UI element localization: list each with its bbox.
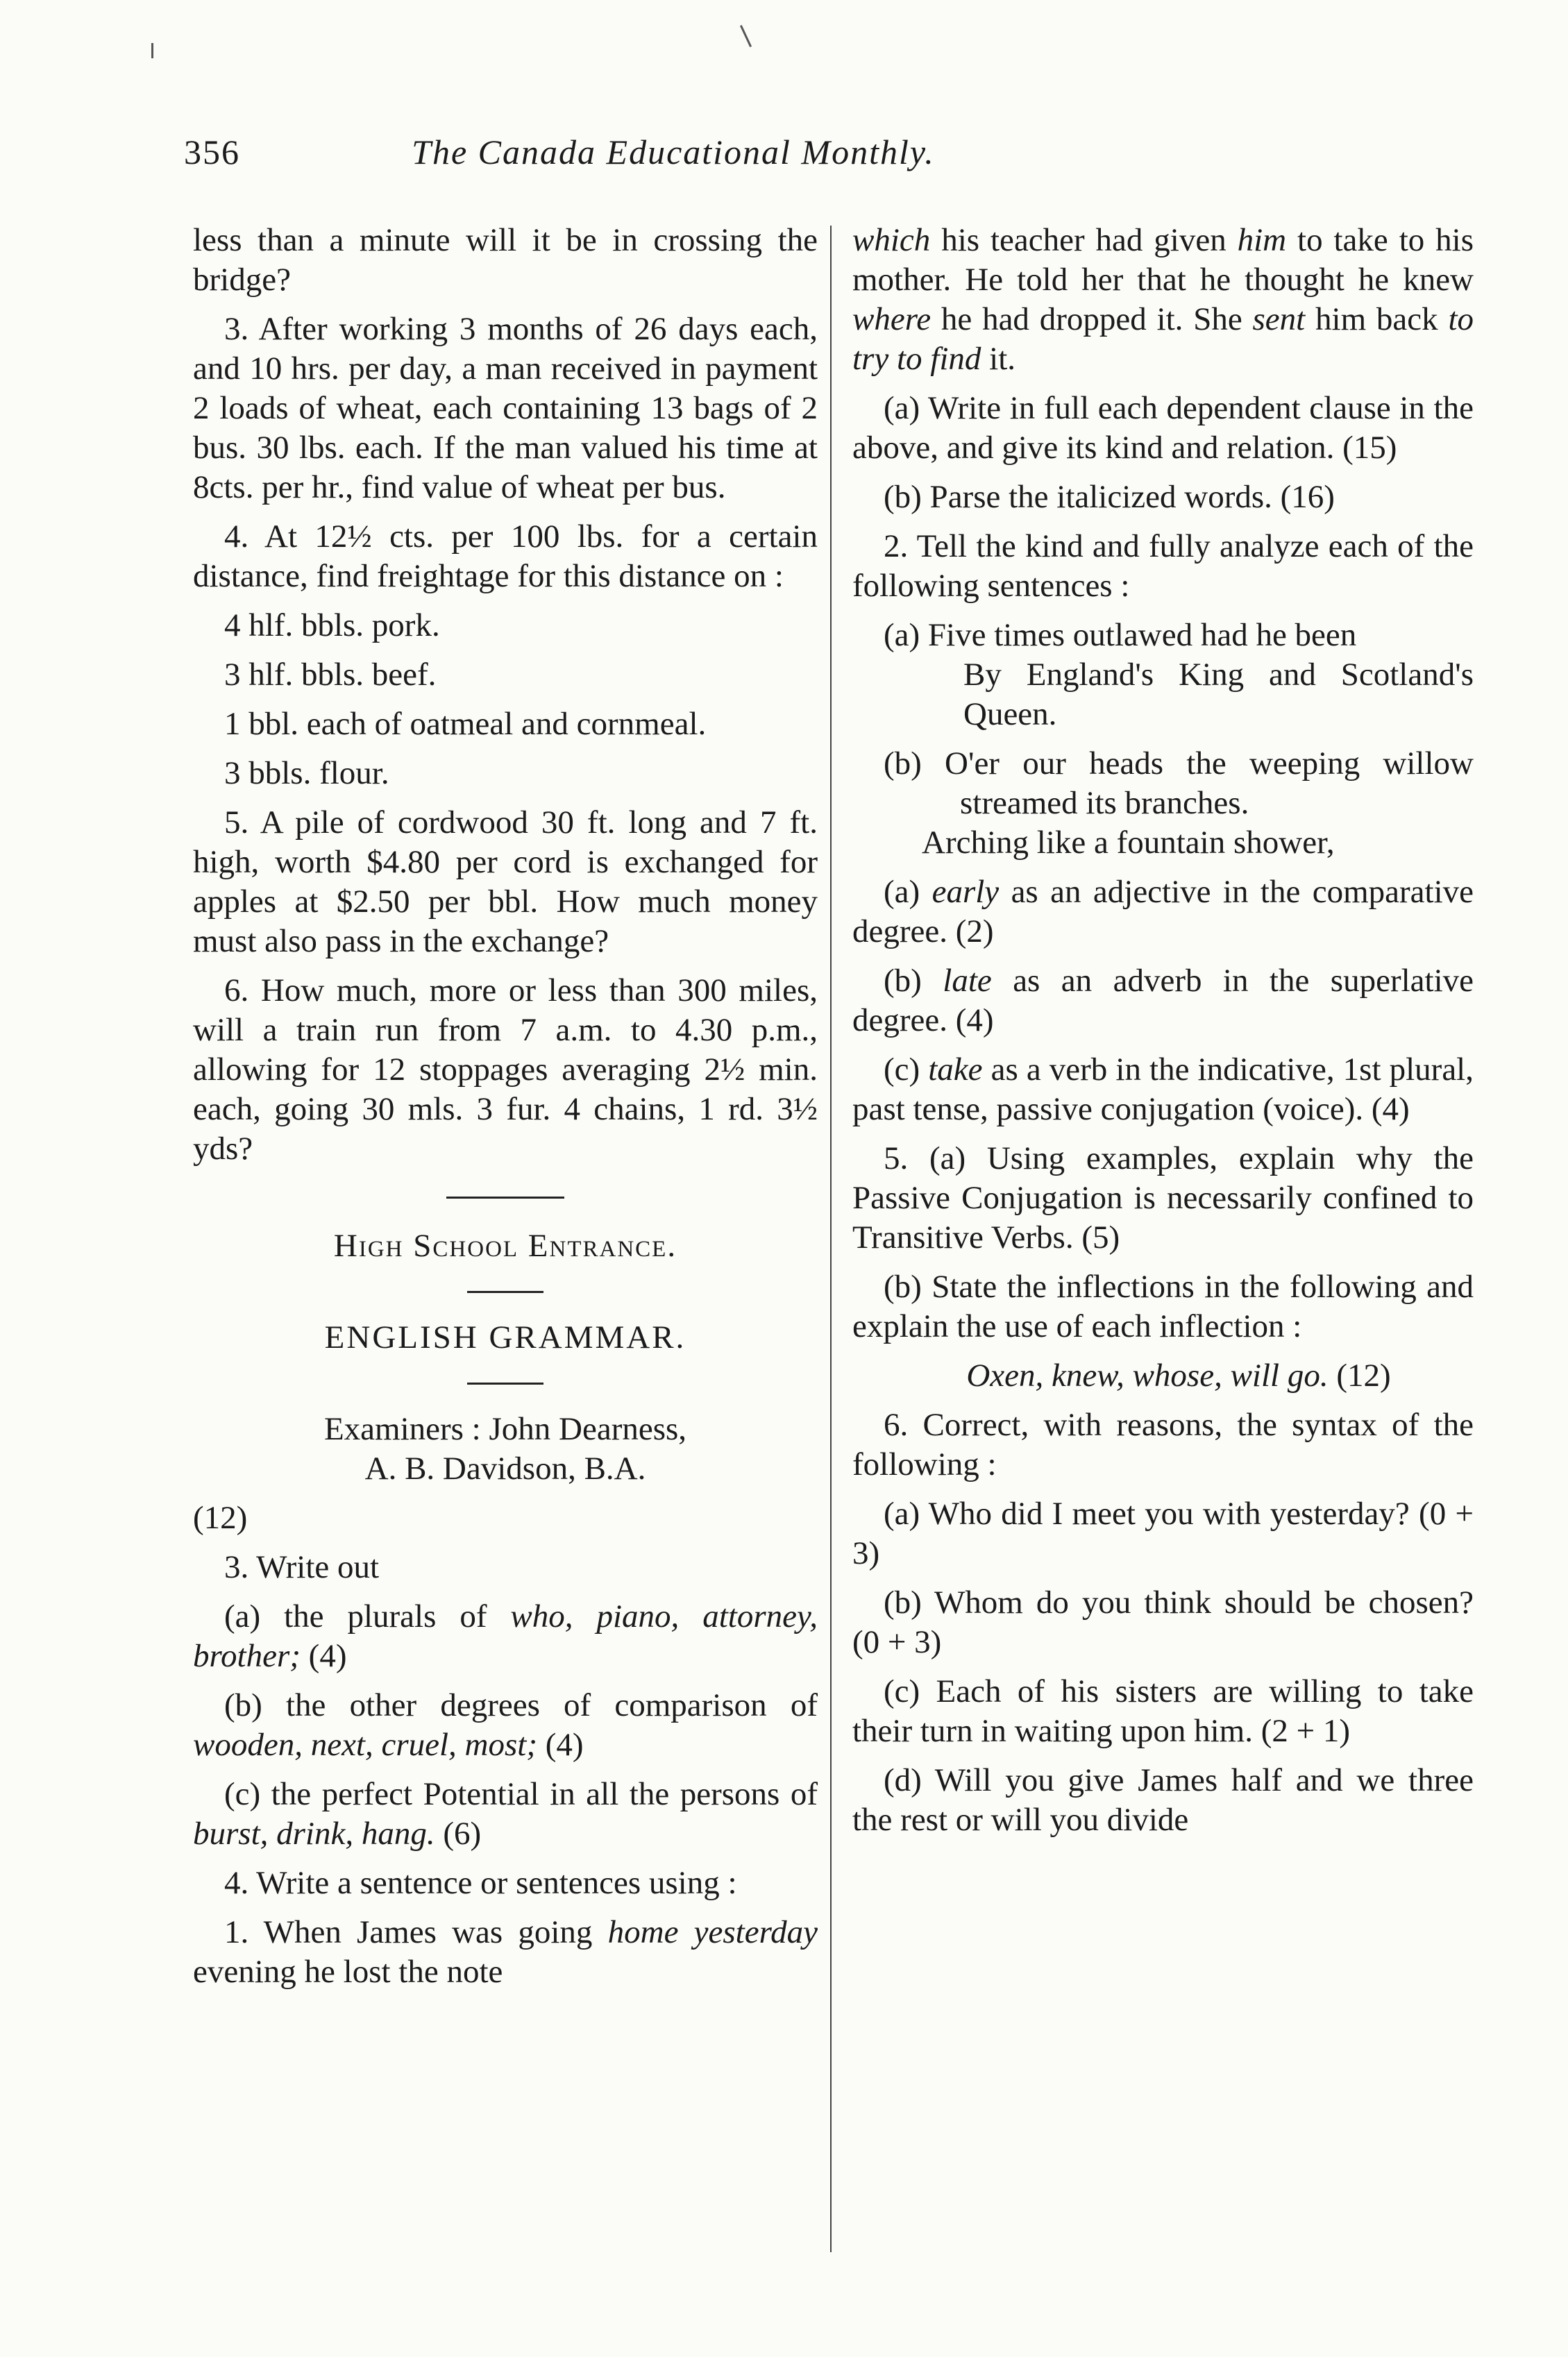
text: evening he lost the note bbox=[193, 1954, 503, 1990]
section-heading: High School Entrance. bbox=[333, 1228, 677, 1264]
question-paragraph bbox=[852, 1050, 1474, 1129]
section-rule bbox=[467, 1291, 543, 1293]
question-paragraph bbox=[193, 1775, 818, 1854]
verse-line: Arching like a fountain shower, bbox=[922, 825, 1335, 861]
subject-heading: ENGLISH GRAMMAR. bbox=[324, 1319, 686, 1355]
text: his teacher had given bbox=[930, 222, 1238, 258]
text: it. bbox=[981, 341, 1016, 377]
text: (c) bbox=[884, 1051, 929, 1088]
verse-line: (b) O'er our heads the weeping willow streamed its branches. bbox=[884, 745, 1474, 821]
text: (a) bbox=[884, 874, 932, 910]
marks: (12) bbox=[1328, 1358, 1391, 1394]
italic-words: home yesterday bbox=[607, 1914, 818, 1950]
marks: (4) bbox=[300, 1638, 347, 1674]
italic-word: where bbox=[852, 301, 931, 337]
italic-words: Oxen, knew, whose, will go. bbox=[966, 1358, 1329, 1394]
marks: (4) bbox=[537, 1727, 584, 1763]
text: to take to his mother. He told her that he thought he knew bbox=[852, 222, 1474, 298]
text: (b) bbox=[884, 963, 943, 999]
italic-word: to try to find bbox=[852, 301, 1474, 377]
marks-label: (12) bbox=[193, 1500, 248, 1536]
text: (c) the perfect Potential in all the persons of bbox=[224, 1776, 818, 1812]
italic-words: burst, drink, hang. bbox=[193, 1816, 435, 1852]
question-paragraph: (b) Whom do you think should be chosen? (0 + 3) bbox=[852, 1585, 1474, 1660]
section-rule bbox=[446, 1197, 564, 1199]
question-paragraph: 4. Write a sentence or sentences using : bbox=[224, 1865, 737, 1901]
italic-word: which bbox=[852, 222, 931, 258]
question-paragraph: 6. How much, more or less than 300 miles, will a train run from 7 a.m. to 4.30 p.m., allowing for 12 stoppages averaging 2½ min. each, going 30 mls. 3 fur. 4 chains, 1 rd. 3½ yds? bbox=[193, 972, 818, 1167]
left-column bbox=[193, 221, 818, 1992]
scan-mark bbox=[740, 25, 752, 47]
marks: (6) bbox=[435, 1816, 482, 1852]
question-paragraph bbox=[193, 1686, 818, 1765]
question-paragraph bbox=[852, 961, 1474, 1040]
question-paragraph bbox=[852, 1356, 1474, 1396]
list-item: 3 hlf. bbls. beef. bbox=[224, 657, 437, 693]
text: 1. When James was going bbox=[224, 1914, 608, 1950]
italic-word: late bbox=[943, 963, 992, 999]
page-number: 356 bbox=[184, 133, 240, 171]
list-item: 4 hlf. bbls. pork. bbox=[224, 607, 440, 643]
list-item: 1 bbl. each of oatmeal and cornmeal. bbox=[224, 706, 707, 742]
examiners-line: Examiners : John Dearness, bbox=[323, 1411, 687, 1447]
list-item: 3 bbls. flour. bbox=[224, 755, 389, 791]
question-paragraph bbox=[852, 872, 1474, 952]
question-paragraph: 4. At 12½ cts. per 100 lbs. for a certain distance, find freightage for this distance on : bbox=[193, 518, 818, 594]
question-paragraph: 3. Write out bbox=[224, 1549, 380, 1585]
italic-word: take bbox=[928, 1051, 983, 1088]
verse-line: (a) Five times outlawed had he been bbox=[884, 617, 1357, 653]
scan-mark bbox=[151, 43, 153, 58]
question-paragraph: 2. Tell the kind and fully analyze each of the following sentences : bbox=[852, 528, 1474, 604]
text: (a) the plurals of bbox=[224, 1598, 511, 1634]
italic-word: him bbox=[1237, 222, 1287, 258]
text: as an adverb in the superlative degree. (4) bbox=[852, 963, 1474, 1038]
right-column bbox=[852, 221, 1474, 1840]
text: he had dropped it. She bbox=[931, 301, 1253, 337]
question-paragraph: (b) Parse the italicized words. (16) bbox=[884, 479, 1335, 515]
verse-line: By England's King and Scotland's Queen. bbox=[963, 657, 1474, 732]
page-header bbox=[184, 132, 1163, 194]
italic-words: wooden, next, cruel, most; bbox=[193, 1727, 538, 1763]
question-paragraph: (a) Write in full each dependent clause in the above, and give its kind and relation. (15) bbox=[852, 390, 1474, 466]
paragraph bbox=[852, 221, 1474, 379]
question-paragraph: 5. A pile of cordwood 30 ft. long and 7 ft. high, worth $4.80 per cord is exchanged for apples at $2.50 per bbl. How much money must also pass in the exchange? bbox=[193, 804, 818, 959]
italic-word: sent bbox=[1252, 301, 1306, 337]
question-paragraph: (a) Who did I meet you with yesterday? (0 + 3) bbox=[852, 1496, 1474, 1571]
section-rule bbox=[467, 1383, 543, 1385]
question-paragraph: 6. Correct, with reasons, the syntax of the following : bbox=[852, 1407, 1474, 1482]
running-title: The Canada Educational Monthly. bbox=[412, 133, 935, 171]
examiners-line: A. B. Davidson, B.A. bbox=[364, 1451, 646, 1487]
text: (b) the other degrees of comparison of bbox=[224, 1687, 818, 1723]
text: as an adjective in the comparative degree. (2) bbox=[852, 874, 1474, 949]
question-paragraph: (d) Will you give James half and we three the rest or will you divide bbox=[852, 1762, 1474, 1838]
question-paragraph: (b) State the inflections in the following and explain the use of each inflection : bbox=[852, 1269, 1474, 1344]
question-paragraph: 5. (a) Using examples, explain why the Passive Conjugation is necessarily confined to Transitive Verbs. (5) bbox=[852, 1140, 1474, 1256]
text: him back bbox=[1305, 301, 1449, 337]
text: as a verb in the indicative, 1st plural, past tense, passive conjugation (voice). (4) bbox=[852, 1051, 1474, 1127]
column-divider bbox=[830, 226, 832, 2252]
italic-word: early bbox=[931, 874, 1000, 910]
question-paragraph bbox=[193, 1597, 818, 1676]
question-paragraph: (c) Each of his sisters are willing to take their turn in waiting upon him. (2 + 1) bbox=[852, 1673, 1474, 1749]
question-paragraph: 3. After working 3 months of 26 days each, and 10 hrs. per day, a man received in payment 2 loads of wheat, each containing 13 bags of 2 bus. 30 lbs. each. If the man valued his time at 8cts. per hr., find value of wheat per bus. bbox=[193, 311, 818, 505]
question-paragraph bbox=[193, 1913, 818, 1992]
italic-words: who, piano, attorney, brother; bbox=[193, 1598, 818, 1674]
paragraph: less than a minute will it be in crossing the bridge? bbox=[193, 222, 818, 298]
